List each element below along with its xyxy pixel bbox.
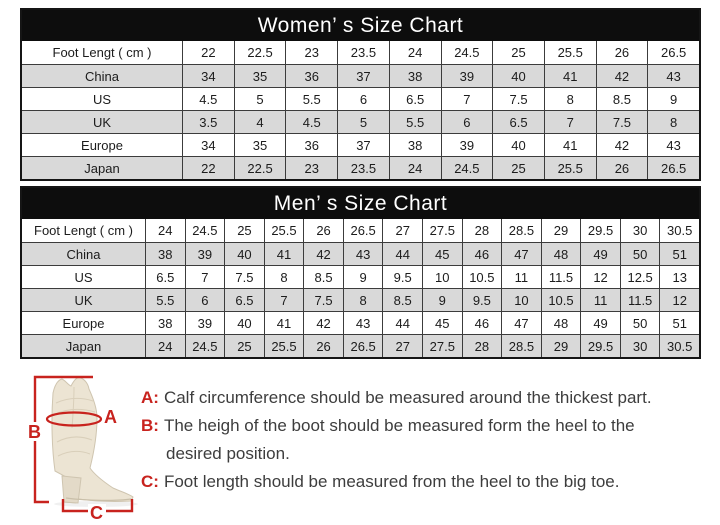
label-c: C: [90, 503, 103, 522]
size-cell: 41: [264, 242, 304, 265]
size-row: [22, 87, 699, 110]
size-cell: 25: [224, 334, 264, 357]
size-cell: 6.5: [224, 288, 264, 311]
size-cell: 9.5: [462, 288, 502, 311]
size-cell: 9: [343, 265, 383, 288]
size-cell: 7.5: [303, 288, 343, 311]
womens-chart-title: Women’ s Size Chart: [22, 10, 699, 41]
size-cell: 38: [389, 64, 441, 87]
size-cell: 50: [620, 242, 660, 265]
size-cell: 39: [185, 242, 225, 265]
size-cell: 42: [596, 133, 648, 156]
size-cell: 25.5: [264, 334, 304, 357]
size-row: [22, 110, 699, 133]
size-cell: 41: [264, 311, 304, 334]
size-cell: 45: [422, 242, 462, 265]
size-cell: 22.5: [234, 156, 286, 179]
size-cell: 29: [541, 334, 581, 357]
size-cell: 10.5: [462, 265, 502, 288]
size-cell: 13: [659, 265, 699, 288]
size-cell: 11.5: [620, 288, 660, 311]
size-cell: 22: [182, 41, 234, 64]
size-row: [22, 334, 699, 357]
row-label: Japan: [22, 334, 145, 357]
note-c-prefix: C:: [141, 472, 159, 491]
size-cell: 8.5: [382, 288, 422, 311]
size-cell: 6.5: [145, 265, 185, 288]
size-cell: 28: [462, 334, 502, 357]
size-cell: 24: [389, 41, 441, 64]
row-label: Europe: [22, 133, 182, 156]
size-cell: 25.5: [544, 41, 596, 64]
size-cell: 10.5: [541, 288, 581, 311]
size-cell: 29: [541, 219, 581, 242]
womens-size-chart-table: [20, 8, 701, 181]
size-cell: 25: [224, 219, 264, 242]
size-cell: 8: [343, 288, 383, 311]
size-row: [22, 156, 699, 179]
size-cell: 8: [264, 265, 304, 288]
size-cell: 42: [303, 311, 343, 334]
boot-measurement-diagram: [8, 370, 150, 522]
note-b-text-continued: desired position.: [166, 444, 290, 463]
size-cell: 25: [492, 156, 544, 179]
size-cell: 27.5: [422, 334, 462, 357]
size-row: [22, 219, 699, 242]
size-cell: 51: [659, 311, 699, 334]
size-cell: 12.5: [620, 265, 660, 288]
row-label: US: [22, 87, 182, 110]
row-label: UK: [22, 288, 145, 311]
size-cell: 24.5: [441, 156, 493, 179]
size-cell: 44: [382, 242, 422, 265]
size-cell: 8: [647, 110, 699, 133]
mens-chart-title: Men’ s Size Chart: [22, 188, 699, 219]
note-b-text: The heigh of the boot should be measured form the heel to the: [163, 416, 635, 435]
size-cell: 26.5: [647, 156, 699, 179]
size-cell: 26: [303, 219, 343, 242]
size-cell: 49: [580, 311, 620, 334]
size-cell: 24.5: [185, 334, 225, 357]
size-row: [22, 133, 699, 156]
mens-size-chart-table: [20, 186, 701, 359]
size-cell: 30: [620, 334, 660, 357]
size-cell: 36: [285, 133, 337, 156]
size-cell: 28: [462, 219, 502, 242]
note-a-prefix: A:: [141, 388, 159, 407]
size-cell: 5.5: [285, 87, 337, 110]
size-cell: 7.5: [224, 265, 264, 288]
size-cell: 5: [337, 110, 389, 133]
size-cell: 26.5: [343, 219, 383, 242]
size-cell: 12: [580, 265, 620, 288]
size-cell: 48: [541, 311, 581, 334]
row-label: Foot Lengt ( cm ): [34, 223, 133, 238]
row-label: China: [22, 242, 145, 265]
size-cell: 41: [544, 133, 596, 156]
size-cell: 7.5: [492, 87, 544, 110]
size-cell: 38: [145, 242, 185, 265]
size-cell: 28.5: [501, 334, 541, 357]
size-cell: 43: [647, 133, 699, 156]
size-cell: 6: [185, 288, 225, 311]
size-row: [22, 64, 699, 87]
size-cell: 24: [145, 334, 185, 357]
label-a: A: [104, 407, 117, 427]
note-c-text: Foot length should be measured from the heel to the big toe.: [163, 472, 620, 491]
size-cell: 23.5: [337, 156, 389, 179]
size-cell: 7.5: [596, 110, 648, 133]
size-cell: 7: [544, 110, 596, 133]
size-cell: 22.5: [234, 41, 286, 64]
size-cell: 9.5: [382, 265, 422, 288]
size-cell: 24.5: [441, 41, 493, 64]
size-cell: 10: [501, 288, 541, 311]
size-cell: 8: [544, 87, 596, 110]
size-cell: 23: [285, 156, 337, 179]
note-b-prefix: B:: [141, 416, 159, 435]
size-cell: 25: [492, 41, 544, 64]
size-cell: 5.5: [389, 110, 441, 133]
size-cell: 10: [422, 265, 462, 288]
size-cell: 5.5: [145, 288, 185, 311]
size-row: [22, 242, 699, 265]
size-cell: 26: [303, 334, 343, 357]
size-row: [22, 265, 699, 288]
size-cell: 3.5: [182, 110, 234, 133]
size-cell: 30.5: [659, 219, 699, 242]
size-cell: 29.5: [580, 219, 620, 242]
size-cell: 42: [303, 242, 343, 265]
size-cell: 8.5: [596, 87, 648, 110]
size-cell: 26.5: [343, 334, 383, 357]
size-cell: 34: [182, 133, 234, 156]
row-label: US: [22, 265, 145, 288]
size-cell: 4.5: [182, 87, 234, 110]
size-cell: 51: [659, 242, 699, 265]
size-cell: 40: [492, 133, 544, 156]
size-cell: 6.5: [389, 87, 441, 110]
size-cell: 26.5: [647, 41, 699, 64]
size-cell: 49: [580, 242, 620, 265]
size-cell: 4.5: [285, 110, 337, 133]
size-cell: 6: [337, 87, 389, 110]
size-cell: 46: [462, 242, 502, 265]
size-cell: 38: [389, 133, 441, 156]
size-cell: 7: [264, 288, 304, 311]
size-cell: 36: [285, 64, 337, 87]
size-cell: 5: [234, 87, 286, 110]
size-cell: 7: [185, 265, 225, 288]
size-cell: 40: [224, 242, 264, 265]
row-label: China: [22, 64, 182, 87]
size-cell: 11: [501, 265, 541, 288]
size-cell: 30: [620, 219, 660, 242]
size-cell: 27.5: [422, 219, 462, 242]
size-cell: 35: [234, 133, 286, 156]
size-cell: 29.5: [580, 334, 620, 357]
size-cell: 24: [145, 219, 185, 242]
size-cell: 4: [234, 110, 286, 133]
size-cell: 43: [343, 242, 383, 265]
size-cell: 27: [382, 219, 422, 242]
size-cell: 24.5: [185, 219, 225, 242]
label-b: B: [28, 422, 41, 442]
note-a-text: Calf circumference should be measured around the thickest part.: [163, 388, 652, 407]
size-cell: 46: [462, 311, 502, 334]
size-cell: 40: [224, 311, 264, 334]
size-cell: 37: [337, 133, 389, 156]
size-cell: 50: [620, 311, 660, 334]
size-cell: 43: [343, 311, 383, 334]
row-label: Europe: [22, 311, 145, 334]
size-cell: 39: [185, 311, 225, 334]
size-cell: 11.5: [541, 265, 581, 288]
size-cell: 47: [501, 242, 541, 265]
size-cell: 25.5: [544, 156, 596, 179]
size-cell: 45: [422, 311, 462, 334]
size-cell: 9: [422, 288, 462, 311]
row-label: UK: [22, 110, 182, 133]
size-cell: 44: [382, 311, 422, 334]
size-row: [22, 311, 699, 334]
size-cell: 30.5: [659, 334, 699, 357]
size-cell: 28.5: [501, 219, 541, 242]
size-cell: 47: [501, 311, 541, 334]
size-cell: 39: [441, 64, 493, 87]
note-b: [141, 412, 719, 468]
size-cell: 43: [647, 64, 699, 87]
size-row: [22, 41, 699, 64]
size-cell: 38: [145, 311, 185, 334]
note-a: [141, 384, 719, 412]
row-label: Japan: [22, 156, 182, 179]
mens-chart-rows: [22, 219, 699, 357]
size-cell: 39: [441, 133, 493, 156]
size-cell: 40: [492, 64, 544, 87]
size-cell: 6: [441, 110, 493, 133]
size-cell: 26: [596, 41, 648, 64]
size-cell: 42: [596, 64, 648, 87]
size-cell: 27: [382, 334, 422, 357]
size-cell: 23.5: [337, 41, 389, 64]
size-cell: 41: [544, 64, 596, 87]
size-cell: 12: [659, 288, 699, 311]
size-cell: 34: [182, 64, 234, 87]
womens-chart-rows: [22, 41, 699, 179]
size-cell: 23: [285, 41, 337, 64]
row-label: Foot Lengt ( cm ): [52, 45, 152, 60]
size-cell: 9: [647, 87, 699, 110]
size-cell: 22: [182, 156, 234, 179]
size-cell: 24: [389, 156, 441, 179]
size-cell: 48: [541, 242, 581, 265]
size-cell: 11: [580, 288, 620, 311]
size-cell: 8.5: [303, 265, 343, 288]
size-cell: 35: [234, 64, 286, 87]
size-cell: 37: [337, 64, 389, 87]
size-row: [22, 288, 699, 311]
size-cell: 7: [441, 87, 493, 110]
measurement-notes: [141, 384, 719, 496]
note-c: [141, 468, 719, 496]
size-cell: 25.5: [264, 219, 304, 242]
size-cell: 6.5: [492, 110, 544, 133]
size-cell: 26: [596, 156, 648, 179]
